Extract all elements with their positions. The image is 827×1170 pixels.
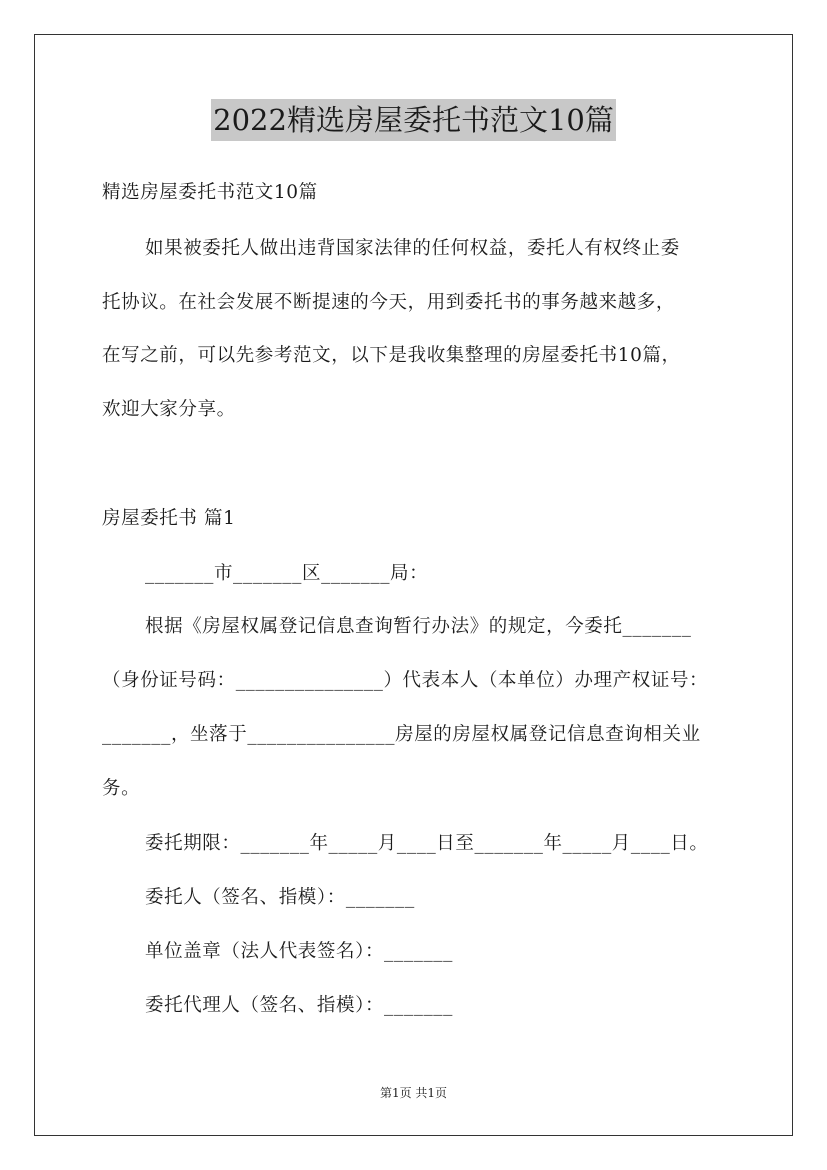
intro-line-4: 欢迎大家分享。 — [102, 399, 236, 420]
section-heading: 房屋委托书 篇1 — [102, 508, 236, 529]
section-line-9: 委托代理人（签名、指模）：_______ — [145, 995, 454, 1016]
intro-line-3: 在写之前，可以先参考范文，以下是我收集整理的房屋委托书10篇， — [102, 345, 681, 366]
section-line-5: 务。 — [102, 778, 141, 799]
section-line-2: 根据《房屋权属登记信息查询暂行办法》的规定，今委托_______ — [145, 616, 692, 637]
section-line-4: _______，坐落于_______________房屋的房屋权属登记信息查询相关业 — [102, 724, 701, 745]
page-footer: 第1页 共1页 — [379, 1086, 448, 1100]
intro-line-2: 托协议。在社会发展不断提速的今天，用到委托书的事务越来越多， — [102, 292, 676, 313]
section-line-7: 委托人（签名、指模）：_______ — [145, 887, 415, 908]
section-line-8: 单位盖章（法人代表签名）：_______ — [145, 941, 454, 962]
section-line-3: （身份证号码：_______________）代表本人（本单位）办理产权证号： — [102, 670, 709, 691]
section-line-1: _______市_______区_______局： — [145, 563, 429, 584]
intro-line-1: 如果被委托人做出违背国家法律的任何权益，委托人有权终止委 — [145, 238, 680, 259]
title-container — [0, 99, 827, 141]
document-title: 2022精选房屋委托书范文10篇 — [211, 99, 616, 141]
document-subtitle: 精选房屋委托书范文10篇 — [102, 182, 318, 203]
section-line-6: 委托期限：_______年_____月____日至_______年_____月____日。 — [145, 833, 709, 854]
